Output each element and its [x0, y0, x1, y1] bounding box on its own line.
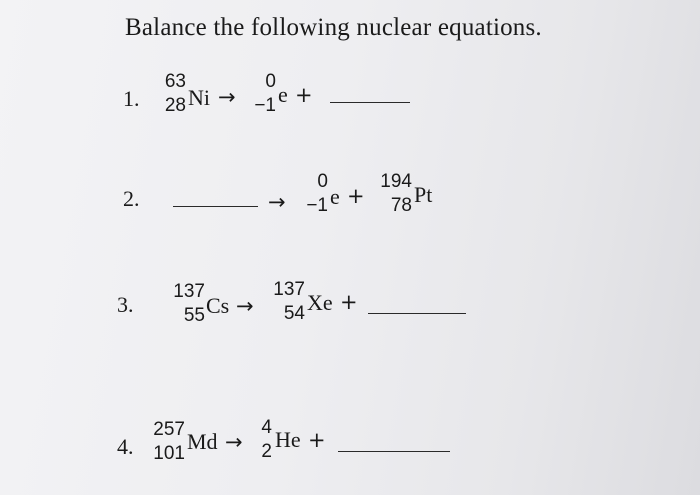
reaction-arrow: → [218, 85, 236, 109]
reaction-arrow: → [225, 430, 243, 454]
nuclide-ni-63 [150, 72, 186, 118]
question-number: 2. [123, 186, 140, 211]
nuclide-pt-194 [372, 172, 412, 218]
element-symbol: Cs [206, 293, 230, 318]
reaction-arrow: → [268, 190, 286, 214]
nuclide-xe-137 [263, 280, 305, 326]
atomic-number: 55 [183, 305, 205, 326]
mass-number: 0 [265, 71, 276, 92]
nuclide-he-4 [255, 418, 272, 464]
mass-number: 0 [317, 171, 328, 192]
answer-blank[interactable] [368, 313, 466, 314]
plus-sign: + [295, 83, 313, 107]
plus-sign: + [340, 290, 358, 314]
atomic-number: 28 [164, 95, 186, 116]
element-symbol: Ni [188, 85, 210, 110]
question-number: 3. [117, 292, 134, 317]
mass-number: 194 [380, 171, 412, 192]
nuclide-beta-particle [295, 172, 328, 218]
atomic-number: 78 [390, 195, 412, 216]
element-symbol: Md [187, 429, 218, 454]
atomic-number: 54 [283, 303, 305, 324]
nuclide-cs-137 [163, 282, 205, 328]
answer-blank[interactable] [330, 102, 410, 103]
nuclide-beta-particle [243, 72, 276, 118]
element-symbol: He [275, 427, 301, 452]
answer-blank[interactable] [173, 206, 258, 207]
worksheet-title: Balance the following nuclear equations. [125, 14, 542, 41]
element-symbol: e [330, 184, 340, 209]
atomic-number: 2 [261, 441, 272, 462]
plus-sign: + [347, 184, 365, 208]
element-symbol: e [278, 82, 288, 107]
mass-number: 137 [273, 279, 305, 300]
atomic-number: −1 [254, 95, 276, 116]
element-symbol: Xe [307, 290, 333, 315]
atomic-number: 101 [153, 443, 185, 464]
mass-number: 137 [173, 281, 205, 302]
mass-number: 257 [153, 419, 185, 440]
atomic-number: −1 [306, 195, 328, 216]
reaction-arrow: → [236, 294, 254, 318]
question-number: 4. [117, 434, 134, 459]
element-symbol: Pt [414, 182, 433, 207]
answer-blank[interactable] [338, 451, 450, 452]
mass-number: 4 [261, 417, 272, 438]
plus-sign: + [308, 428, 326, 452]
nuclide-md-257 [143, 420, 185, 466]
question-number: 1. [123, 86, 140, 111]
mass-number: 63 [164, 71, 186, 92]
